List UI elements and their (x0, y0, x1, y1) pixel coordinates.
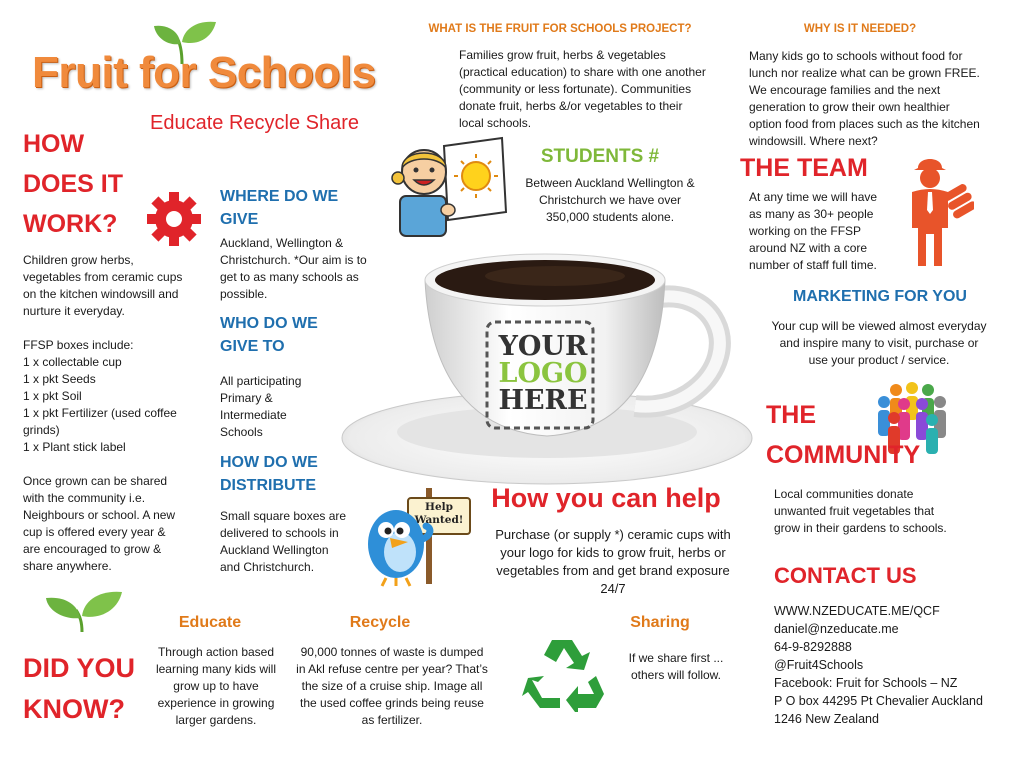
where-give-text: Auckland, Wellington & Christchurch. *Our aim is to get to as many schools as possible. (220, 236, 367, 301)
distribute-text: Small square boxes are delivered to schools in Auckland Wellington and Christchurch. (220, 509, 347, 574)
help-heading: How you can help (491, 483, 721, 513)
recycle-text: 90,000 tonnes of waste is dumped in Akl refuse centre per year? That’s the size of a cruise ship. Image all the used coffee grinds being reuse as fertilizer. (296, 645, 488, 727)
worker-icon (898, 150, 974, 268)
educate-text: Through action based learning many kids will grow up to have experience in growing larger gardens. (155, 645, 277, 727)
educate-heading: Educate (178, 614, 242, 631)
who-give-heading: WHO DO WE GIVE TO (220, 315, 318, 355)
marketing-text: Your cup will be viewed almost everyday and inspire many to visit, purchase or use your product / service. (771, 319, 987, 367)
ffsp-box-list: FFSP boxes include: 1 x collectable cup 1 x pkt Seeds 1 x pkt Soil 1 x pkt Fertilizer (used coffee grinds) 1 x Plant stick label (23, 338, 177, 454)
where-give-heading: WHERE DO WE GIVE (220, 188, 339, 228)
recycle-heading: Recycle (349, 614, 411, 631)
marketing-heading: MARKETING FOR YOU (793, 288, 967, 305)
contact-email[interactable]: daniel@nzeducate.me (774, 622, 899, 636)
why-text: Many kids go to schools without food for lunch nor realize what can be grown FREE. We encourage families and the next generation to grow their own healthier option food from places such as the kitchen windowsill. Where next? (749, 49, 980, 148)
team-text: At any time we will have as many as 30+ people working on the FFSP around NZ with a core number of staff full time. (749, 190, 878, 272)
contact-address-2: 1246 New Zealand (774, 712, 879, 726)
community-text: Local communities donate unwanted fruit vegetables that grow in their gardens to schools. (774, 487, 947, 535)
contact-address: P O box 44295 Pt Chevalier Auckland (774, 694, 983, 708)
why-heading: WHY IS IT NEEDED? (803, 23, 917, 35)
contact-details (774, 602, 983, 728)
contact-facebook: Facebook: Fruit for Schools – NZ (774, 676, 958, 690)
students-heading: STUDENTS # (540, 146, 660, 167)
help-wanted-sign-text: Help Wanted! (414, 501, 464, 526)
sharing-heading: Sharing (630, 614, 690, 631)
community-heading: THE COMMUNITY (766, 401, 921, 469)
leaf-small-icon (44, 588, 124, 634)
distribute-heading: HOW DO WE DISTRIBUTE (220, 454, 318, 494)
students-text: Between Auckland Wellington & Christchurch we have over 350,000 students alone. (525, 176, 695, 224)
brand-tagline: Educate Recycle Share (150, 112, 360, 134)
child-drawing-illustration (388, 132, 508, 240)
how-work-heading: HOW DOES IT WORK? (23, 130, 124, 238)
recycle-icon (522, 636, 606, 712)
contact-website[interactable]: WWW.NZEDUCATE.ME/QCF (774, 604, 940, 618)
how-work-intro: Children grow herbs, vegetables from ceramic cups on the kitchen windowsill and nurture it everyday. (23, 253, 183, 318)
help-text: Purchase (or supply *) ceramic cups with your logo for kids to grow fruit, herbs or vegetables from and get brand exposure 24/7 (495, 527, 731, 596)
what-heading: WHAT IS THE FRUIT FOR SCHOOLS PROJECT? (428, 23, 692, 35)
your-logo-here-placeholder: YOUR LOGO HERE (498, 331, 588, 416)
brand-title: Fruit for Schools (32, 48, 376, 97)
team-heading: THE TEAM (740, 154, 868, 182)
bird-help-wanted-illustration (360, 482, 472, 588)
who-give-text: All participating Primary & Intermediate Schools (220, 374, 302, 439)
did-you-know-heading: DID YOU KNOW? (23, 653, 136, 724)
contact-twitter: @Fruit4Schools (774, 658, 864, 672)
contact-heading: CONTACT US (774, 563, 917, 588)
how-work-outro: Once grown can be shared with the community i.e. Neighbours or school. A new cup is offered every year & are encouraged to grow & share anywhere. (23, 474, 176, 573)
sharing-text: If we share first ... others will follow. (628, 651, 724, 682)
what-text: Families grow fruit, herbs & vegetables (practical education) to share with one another (community or less fortunate). Communities donate fruit, herbs &/or vegetables to their local schools. (459, 48, 706, 130)
gear-icon (146, 191, 202, 247)
contact-phone: 64-9-8292888 (774, 640, 852, 654)
